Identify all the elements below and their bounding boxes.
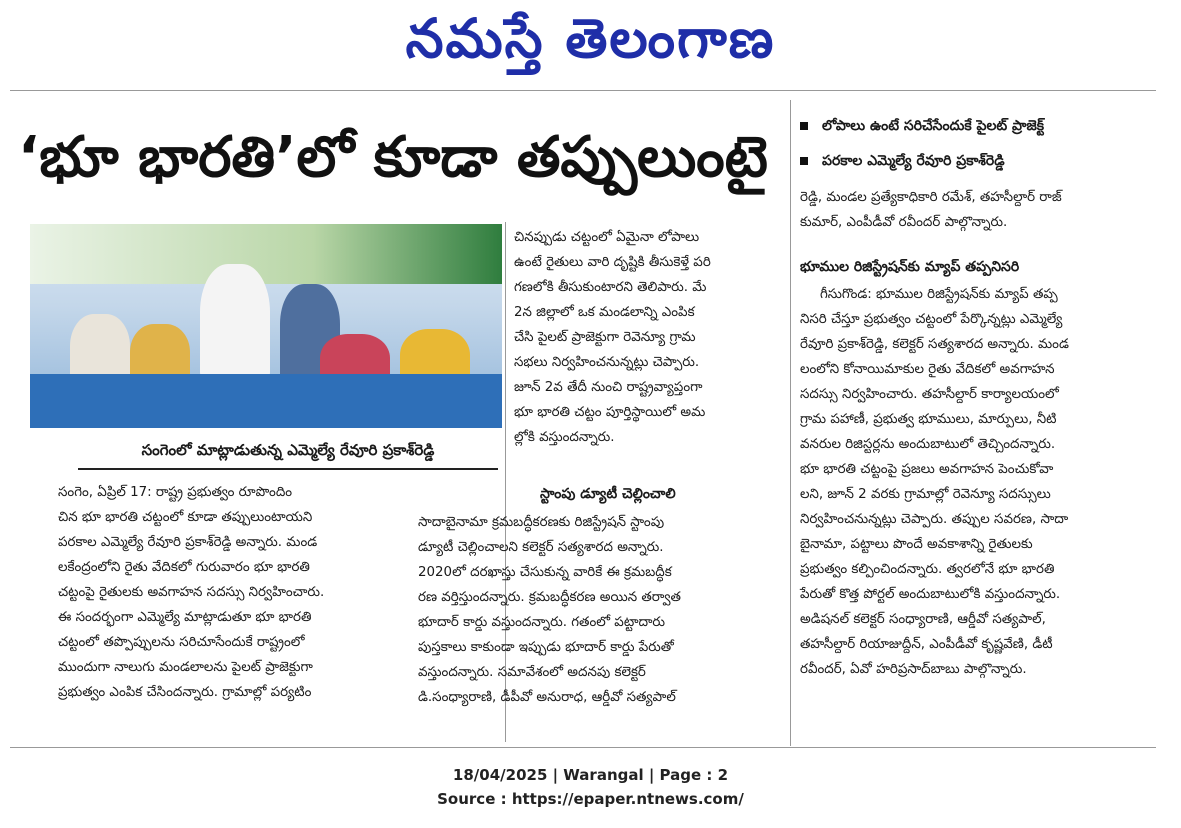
bullet-text: లోపాలు ఉంటే సరిచేసేందుకే పైలట్ ప్రాజెక్ట్	[822, 118, 1045, 134]
text-line: జూన్ 2వ తేదీ నుంచి రాష్ట్రవ్యాప్తంగా	[514, 380, 703, 395]
text-line: గ్రామ పహాణీ, ప్రభుత్వ భూములు, మార్పులు, నీటి	[800, 412, 1057, 427]
text-line: చిన భూ భారతి చట్టంలో కూడా తప్పులుంటాయని	[58, 510, 313, 525]
column-3	[800, 282, 1152, 682]
text-line: చినప్పుడు చట్టంలో ఏమైనా లోపాలు	[514, 230, 700, 245]
subheading-map: భూముల రిజిస్ట్రేషన్‌కు మ్యాప్ తప్పనిసరి	[800, 259, 1020, 275]
text-line: రణ వర్తిస్తుందన్నారు. క్రమబద్ధీకరణ అయిన తర్వాత	[418, 590, 681, 605]
column-2b	[418, 510, 782, 710]
text-line: లని, జూన్ 2 వరకు గ్రామాల్లో రెవెన్యూ సదస్సులు	[800, 487, 1051, 502]
column-divider	[790, 100, 791, 746]
text-line: ప్రభుత్వం ఎంపిక చేసిందన్నారు. గ్రామాల్లో పర్యటిం	[58, 685, 312, 700]
column-2	[514, 225, 782, 450]
text-line: గీసుగొండ: భూముల రిజిస్ట్రేషన్‌కు మ్యాప్ తప్ప	[820, 287, 1058, 302]
text-line: డ్యూటీ చెల్లించాలని కలెక్టర్ సత్యశారద అన్నారు.	[418, 540, 664, 555]
text-line: చట్టంపై రైతులకు అవగాహన సదస్సు నిర్వహించారు.	[58, 585, 325, 600]
photo-table	[30, 374, 502, 428]
text-line: ప్రభుత్వం కల్పించిందన్నారు. త్వరలోనే భూ భారతి	[800, 562, 1055, 577]
headline: ‘భూ భారతి’లో కూడా తప్పులుంటై	[18, 125, 768, 190]
photo-caption: సంగెంలో మాట్లాడుతున్న ఎమ్మెల్యే రేవూరి ప్రకాశ్‌రెడ్డి	[78, 432, 498, 470]
news-photo	[30, 224, 502, 428]
text-line: కుమార్, ఎంపీడీవో రవీందర్ పాల్గొన్నారు.	[800, 215, 1008, 230]
subheading-stamp-duty: స్టాంపు డ్యూటీ చెల్లించాలి	[540, 486, 676, 502]
bullet-icon	[800, 122, 808, 130]
bullet-point	[800, 150, 1005, 172]
bullet-point	[800, 115, 1044, 137]
text-line: భూదార్ కార్డు వస్తుందన్నారు. గతంలో పట్టాదారు	[418, 615, 665, 630]
text-line: చేసి పైలట్ ప్రాజెక్టుగా రెవెన్యూ గ్రామ	[514, 330, 696, 345]
text-line: నిర్వహించనున్నట్లు చెప్పారు. తప్పుల సవరణ, సాదా	[800, 512, 1069, 527]
text-line: ఈ సందర్భంగా ఎమ్మెల్యే మాట్లాడుతూ భూ భారతి	[58, 610, 312, 625]
masthead: నమస్తే తెలంగాణ	[405, 7, 776, 70]
text-line: సదస్సు నిర్వహించారు. తహసీల్దార్ కార్యాలయంలో	[800, 387, 1059, 402]
text-line: సంగెం, ఏప్రిల్ 17: రాష్ట్ర ప్రభుత్వం రూపొందిం	[58, 485, 293, 500]
text-line: గణలోకి తీసుకుంటారని తెలిపారు. మే	[514, 280, 707, 295]
text-line: వనరుల రిజిస్టర్లను అందుబాటులో తెచ్చిందన్నారు.	[800, 437, 1056, 452]
text-line: డి.సంధ్యారాణి, డీపీవో అనురాధ, ఆర్డీవో సత్యపాల్	[418, 690, 676, 705]
text-line: 2020లో దరఖాస్తు చేసుకున్న వారికే ఈ క్రమబద్ధీక	[418, 565, 672, 580]
footer-source: Source : https://epaper.ntnews.com/	[437, 790, 744, 808]
text-line: రెడ్డి, మండల ప్రత్యేకాధికారి రమేశ్, తహసీల్దార్ రాజ్	[800, 190, 1062, 205]
text-line: ఉంటే రైతులు వారి దృష్టికి తీసుకెళ్తే పరి	[514, 255, 711, 270]
text-line: పుస్తకాలు కాకుండా ఇప్పుడు భూదార్ కార్డు పేరుతో	[418, 640, 674, 655]
footer-date-edition: 18/04/2025 | Warangal | Page : 2	[452, 766, 729, 784]
text-line: రేవూరి ప్రకాశ్‌రెడ్డి, కలెక్టర్ సత్యశారద అన్నారు. మండ	[800, 337, 1069, 352]
text-line: 2న జిల్లాలో ఒక మండలాన్ని ఎంపిక	[514, 305, 695, 320]
text-line: ల్లోకి వస్తుందన్నారు.	[514, 430, 615, 445]
text-line: సాదాబైనామా క్రమబద్ధీకరణకు రిజిస్ట్రేషన్ స్టాంపు	[418, 515, 665, 530]
text-line: భూ భారతి చట్టంపై ప్రజలు అవగాహన పెంచుకోవా	[800, 462, 1054, 477]
column-3-top	[800, 185, 1152, 235]
text-line: పరకాల ఎమ్మెల్యే రేవూరి ప్రకాశ్‌రెడ్డి అన్నారు. మండ	[58, 535, 318, 550]
text-line: లంలోని కోనాయిమాకుల రైతు వేదికలో అవగాహన	[800, 362, 1055, 377]
text-line: లకేంద్రంలోని రైతు వేదికలో గురువారం భూ భారతి	[58, 560, 310, 575]
photo-banner	[30, 224, 502, 284]
text-line: నిసరి చేస్తూ ప్రభుత్వం చట్టంలో పేర్కొన్నట్లు ఎమ్మెల్యే	[800, 312, 1063, 327]
photo-person	[200, 264, 270, 384]
bullet-text: పరకాల ఎమ్మెల్యే రేవూరి ప్రకాశ్‌రెడ్డి	[822, 153, 1005, 169]
text-line: తహసీల్దార్ రియాజుద్దీన్, ఎంపీడీవో కృష్ణవేణి, డీటీ	[800, 637, 1053, 652]
text-line: అడిషనల్ కలెక్టర్ సంధ్యారాణి, ఆర్డీవో సత్యపాల్,	[800, 612, 1046, 627]
text-line: బైనామా, పట్టాలు పొందే అవకాశాన్ని రైతులకు	[800, 537, 1033, 552]
text-line: పేరుతో కొత్త పోర్టల్ అందుబాటులోకి వస్తుందన్నారు.	[800, 587, 1061, 602]
text-line: ముందుగా నాలుగు మండలాలను పైలట్ ప్రాజెక్టుగా	[58, 660, 313, 675]
text-line: వస్తుందన్నారు. సమావేశంలో అదనపు కలెక్టర్	[418, 665, 646, 680]
bullet-icon	[800, 157, 808, 165]
text-line: రవీందర్, ఏవో హరిప్రసాద్‌బాబు పాల్గొన్నారు.	[800, 662, 1027, 677]
text-line: సభలు నిర్వహించనున్నట్లు చెప్పారు.	[514, 355, 700, 370]
text-line: చట్టంలో తప్పొప్పులను సరిచూసేందుకే రాష్ట్రంలో	[58, 635, 305, 650]
text-line: భూ భారతి చట్టం పూర్తిస్థాయిలో అమ	[514, 405, 706, 420]
